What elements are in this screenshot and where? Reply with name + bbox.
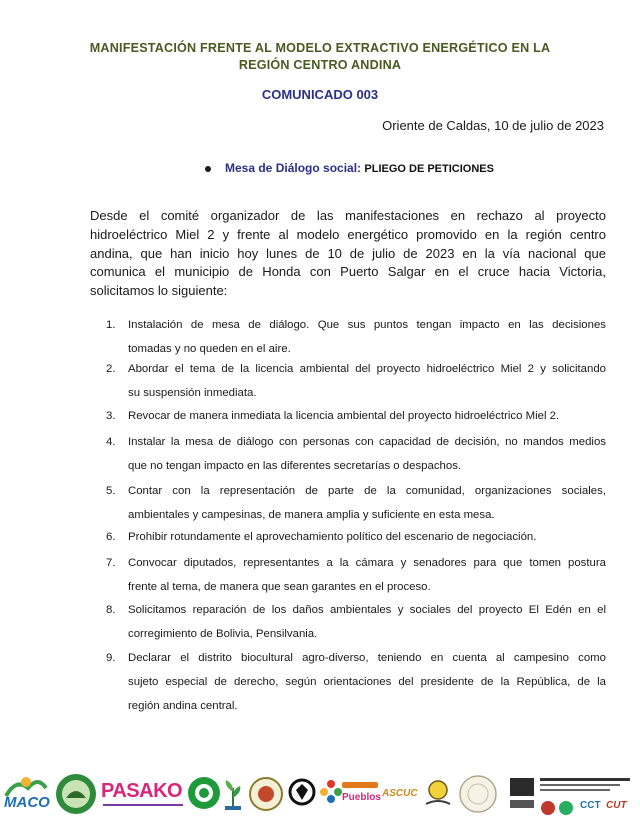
maco-logo-text: MACO (4, 794, 50, 811)
colorful-dots-logo (319, 778, 343, 813)
green-circle-logo (187, 776, 221, 815)
intro-line: Desde el comité organizador de las manifestaciones en rechazo al proyecto (90, 208, 606, 223)
item-line: que no tengan impacto en las diferentes secretarías o despachos. (128, 460, 462, 472)
bullet-dot-icon (205, 166, 211, 172)
list-item (106, 357, 606, 405)
cct-logo-text: CCT (580, 800, 601, 811)
item-number: 9. (106, 652, 116, 664)
bullet-heading (205, 161, 494, 175)
title-line-1: MANIFESTACIÓN FRENTE AL MODELO EXTRACTIVO ENERGÉTICO EN LA (89, 41, 551, 55)
intro-paragraph (90, 207, 606, 301)
item-line: Instalación de mesa de diálogo. Que sus puntos tengan impacto en las decisiones (128, 319, 606, 331)
item-number: 5. (106, 485, 116, 497)
item-number: 3. (106, 410, 116, 422)
item-number: 1. (106, 319, 116, 331)
item-number: 7. (106, 557, 116, 569)
consejo-logo (508, 776, 536, 817)
small-badge-logos (540, 800, 580, 821)
list-item (106, 551, 606, 599)
ascuc-logo-text: ASCUC (382, 788, 418, 799)
item-line: Declarar el distrito biocultural agro-diverso, teniendo en cuenta al campesino como (128, 652, 606, 664)
communique-number: COMUNICADO 003 (261, 87, 379, 102)
item-line: ambientales y campesinas, de manera amplia y suficiente en esta mesa. (128, 509, 495, 521)
list-item (106, 479, 606, 527)
pueblos-logo (342, 780, 381, 810)
snail-logo (424, 778, 452, 813)
item-line: región andina central. (128, 700, 238, 712)
intro-line: solicitamos lo siguiente: (90, 283, 228, 299)
cut-logo (606, 798, 636, 816)
green-emblem-logo (54, 772, 98, 821)
pasako-logo (101, 780, 185, 810)
item-line: sujeto especial de derecho, según orientaciones del presidente de la República, de la (128, 676, 606, 688)
item-number: 2. (106, 363, 116, 375)
item-line: su suspensión inmediata. (128, 387, 257, 399)
item-number: 8. (106, 604, 116, 616)
item-line: corregimiento de Bolivia, Pensilvania. (128, 628, 318, 640)
title-line-2: REGIÓN CENTRO ANDINA (238, 58, 402, 72)
plant-logo (222, 778, 244, 817)
list-item (106, 598, 606, 646)
pasako-logo-text: PASAKO (101, 780, 183, 802)
item-line: Prohibir rotundamente el aprovechamiento político del escenario de negociación. (128, 531, 537, 543)
list-item (106, 525, 606, 549)
cct-logo (580, 798, 606, 816)
item-line: Contar con la representación de parte de la comunidad, organizaciones sociales, (128, 485, 606, 497)
item-line: tomadas y no queden en el aire. (128, 343, 291, 355)
intro-line: comunica el municipio de Honda con Puerto Salgar en el cruce hacia Victoria, (90, 264, 606, 280)
intro-line: andina, que han inicio hoy lunes de 10 de julio de 2023 en la vía nacional que (90, 245, 606, 261)
list-item (106, 646, 606, 718)
item-line: Abordar el tema de la licencia ambiental del proyecto hidroeléctrico Miel 2 y solicitando (128, 363, 606, 375)
pueblos-logo-text: Pueblos (342, 792, 381, 803)
dateline: Oriente de Caldas, 10 de julio de 2023 (382, 118, 604, 133)
list-item (106, 404, 606, 428)
bullet-label: Mesa de Diálogo social: (225, 161, 362, 175)
wreath-logo (248, 776, 284, 817)
list-item (106, 313, 606, 361)
intro-line: hidroeléctrico Miel 2 y frente al modelo energético promovido en la región centro (90, 226, 606, 242)
consejo-text-block (540, 776, 636, 796)
university-seal-logo (458, 774, 498, 819)
list-item (106, 430, 606, 478)
item-line: Convocar diputados, representantes a la cámara y senadores para que tomen postura (128, 557, 606, 569)
item-line: frente al tema, de manera que sean garantes en el proceso. (128, 581, 431, 593)
item-number: 6. (106, 531, 116, 543)
cut-logo-text: CUT (606, 800, 627, 811)
sponsor-logos-strip (0, 770, 640, 818)
ascuc-logo (382, 784, 422, 806)
bullet-value: PLIEGO DE PETICIONES (364, 163, 494, 175)
black-emblem-logo (288, 778, 316, 815)
maco-logo (2, 774, 50, 816)
document-title (40, 40, 600, 74)
item-line: Instalar la mesa de diálogo con personas con capacidad de decisión, no mandos medios (128, 436, 606, 448)
item-number: 4. (106, 436, 116, 448)
item-line: Revocar de manera inmediata la licencia ambiental del proyecto hidroeléctrico Miel 2. (128, 410, 560, 422)
item-line: Solicitamos reparación de los daños ambientales y sociales del proyecto El Edén en el (128, 604, 606, 616)
